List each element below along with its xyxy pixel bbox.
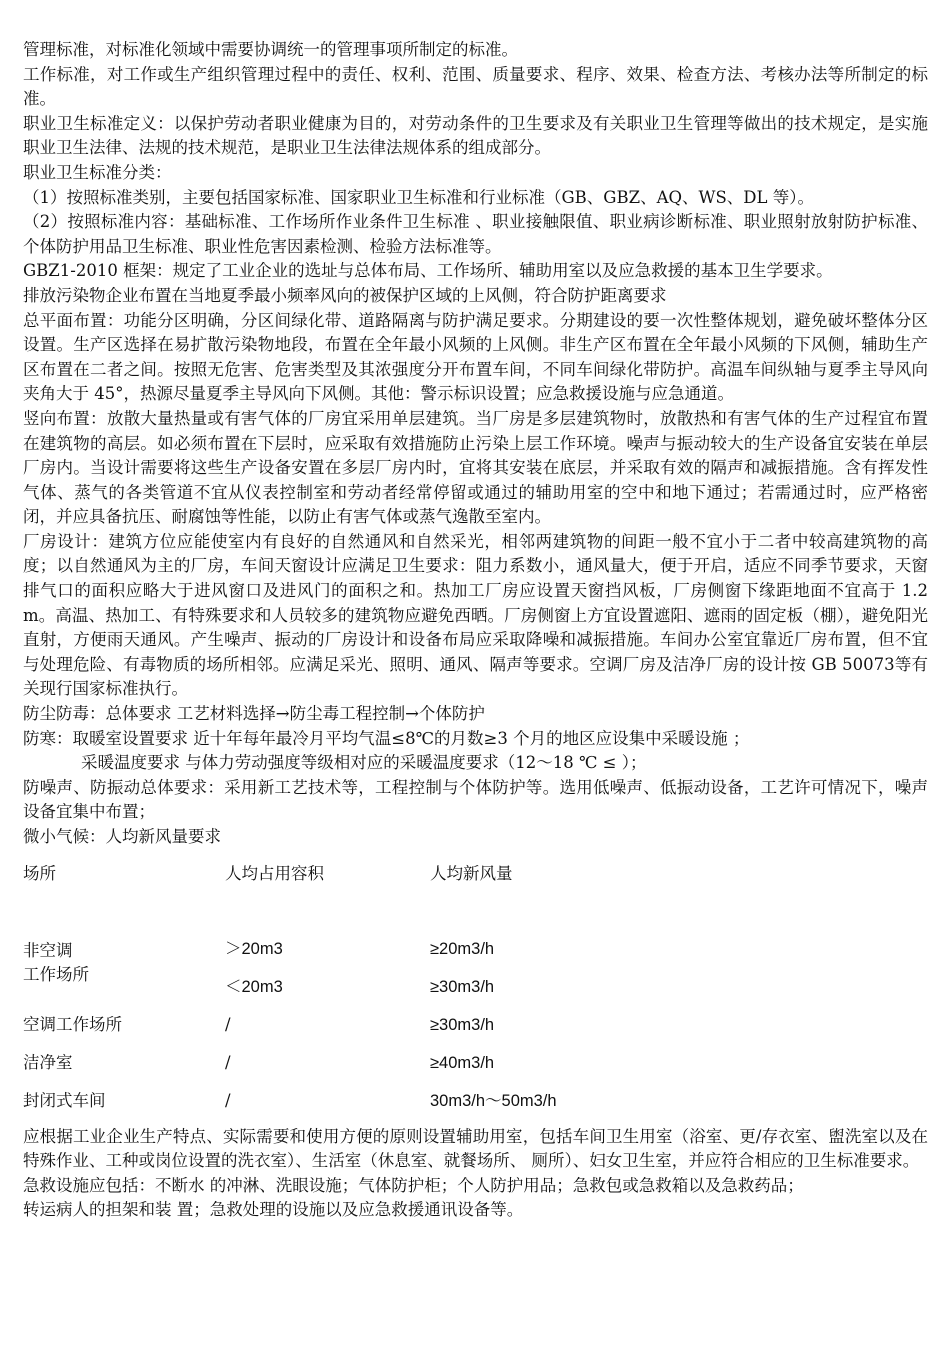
non-ac-label-line2: 工作场所 xyxy=(23,965,89,985)
table-cell-volume: ＞20m3 xyxy=(225,940,283,959)
table-cell-fresh-air: ≥20m3/h xyxy=(430,940,495,959)
table-cell-volume: / xyxy=(225,1091,231,1111)
table-row xyxy=(23,1083,928,1121)
table-cell-fresh-air: ≥40m3/h xyxy=(430,1054,495,1073)
para-cold-protection: 防寒：取暖室设置要求 近十年每年最冷月平均气温≤8℃的月数≥3 个月的地区应设集中采暖设施 ； xyxy=(23,728,750,748)
para-management-standard: 管理标准，对标准化领域中需要协调统一的管理事项所制定的标准。 xyxy=(23,40,518,59)
table-header-volume: 人均占用容积 xyxy=(225,863,324,883)
table-cell-place: 洁净室 xyxy=(23,1053,73,1073)
table-cell-fresh-air: ≥30m3/h xyxy=(430,978,495,997)
table-header-place: 场所 xyxy=(23,863,56,883)
para-oh-standard-definition: 职业卫生标准定义：以保护劳动者职业健康为目的，对劳动条件的卫生要求及有关职业卫生管理等做出的技术规定，是实施职业卫生法律、法规的技术规范，是职业卫生法律法规体系的组成部分。 xyxy=(23,113,928,158)
table-cell-volume: / xyxy=(225,1053,231,1073)
para-dust-toxin-prevention: 防尘防毒：总体要求 工艺材料选择→防尘毒工程控制→个体防护 xyxy=(23,704,485,724)
para-plant-design: 厂房设计：建筑方位应能使室内有良好的自然通风和自然采光，相邻两建筑物的间距一般不宜小于二者中较高建筑物的高度；以自然通风为主的厂房，车间天窗设计应满足卫生要求：阻力系数小，通风量大，便于开启，适应不同季节要求，天窗排气口的面积应略大于进风窗口及进风门的面积之和。热加工厂房应设置天窗挡风板，厂房侧窗下缘距地面不宜高于 1.2m。高温、热加工、有特殊要求和人员较多的建筑物应避免西晒。厂房侧窗上方宜设置遮阳、遮雨的固定板（棚），避免阳光直射，方便雨天通风。产生噪声、振动的厂房设计和设备布局应采取降噪和减振措施。车间办公室宜靠近厂房布置，但不宜与处理危险、有毒物质的场所相邻。应满足采光、照明、通风、隔声等要求。空调厂房及洁净厂房的设计按 GB 50073等有关现行国家标准执行。 xyxy=(23,531,928,699)
non-ac-label-line1: 非空调 xyxy=(23,940,73,960)
table-cell-volume: ＜20m3 xyxy=(225,978,283,997)
para-classification-by-content: （2）按照标准内容：基础标准、工作场所作业条件卫生标准 、职业接触限值、职业病诊断标准、职业照射放射防护标准、个体防护用品卫生标准、职业性危害因素检测、检验方法标准等。 xyxy=(23,212,928,256)
table-cell-place: 空调工作场所 xyxy=(23,1015,122,1035)
table-cell-fresh-air: 30m3/h～50m3/h xyxy=(430,1092,557,1111)
table-cell-volume: / xyxy=(225,1015,231,1035)
para-vertical-layout: 竖向布置：放散大量热量或有害气体的厂房宜采用单层建筑。当厂房是多层建筑物时，放散热和有害气体的生产过程宜布置在建筑物的高层。如必须布置在下层时，应采取有效措施防止污染上层工作环境。噪声与振动较大的生产设备宜安装在单层厂房内。当设计需要将这些生产设备安置在多层厂房内时，宜将其安装在底层，并采取有效的隔声和减振措施。含有挥发性气体、蒸气的各类管道不宜从仪表控制室和劳动者经常停留或通过的辅助用室的空中和地下通过；若需通过时，应严格密闭，并应具备抗压、耐腐蚀等性能，以防止有害气体或蒸气逸散至室内。 xyxy=(23,408,928,527)
table-header-fresh-air: 人均新风量 xyxy=(430,863,513,883)
table-cell-place-non-ac xyxy=(23,931,225,1007)
table-cell-place: 封闭式车间 xyxy=(23,1091,106,1111)
para-classification-by-type: （1）按照标准类别，主要包括国家标准、国家职业卫生标准和行业标准（GB、GBZ、AQ、WS、DL 等）。 xyxy=(23,187,814,207)
table-row xyxy=(23,1007,928,1045)
table-cell-fresh-air: ≥30m3/h xyxy=(430,1016,495,1035)
para-gbz1-framework: GBZ1-2010 框架：规定了工业企业的选址与总体布局、工作场所、辅助用室以及应急救援的基本卫生学要求。 xyxy=(23,261,833,281)
para-work-standard: 工作标准，对工作或生产组织管理过程中的责任、权利、范围、质量要求、程序、效果、检查方法、考核办法等所制定的标准。 xyxy=(23,64,928,109)
table-row xyxy=(23,931,928,969)
para-oh-standard-classification: 职业卫生标准分类： xyxy=(23,162,172,182)
para-microclimate: 微小气候：人均新风量要求 xyxy=(23,827,221,846)
table-header-row xyxy=(23,856,928,893)
fresh-air-table xyxy=(23,856,928,1121)
para-pollutant-siting: 排放污染物企业布置在当地夏季最小频率风向的被保护区域的上风侧，符合防护距离要求 xyxy=(23,285,667,305)
para-noise-vibration: 防噪声、防振动总体要求：采用新工艺技术等，工程控制与个体防护等。选用低噪声、低振动设备，工艺许可情况下，噪声设备宜集中布置； xyxy=(23,777,928,822)
para-first-aid-facilities: 急救设施应包括：不断水 的冲淋、洗眼设施；气体防护柜；个人防护用品；急救包或急救箱以及急救药品； xyxy=(23,1175,804,1195)
para-site-layout: 总平面布置：功能分区明确，分区间绿化带、道路隔离与防护满足要求。分期建设的要一次性整体规划，避免破坏整体分区设置。生产区选择在易扩散污染物地段，布置在全年最小风频的上风侧。非生产区布置在全年最小风频的下风侧，辅助生产区布置在二者之间。按照无危害、危害类型及其浓强度分开布置车间，不同车间绿化带防护。高温车间纵轴与夏季主导风向夹角大于 45°，热源尽量夏季主导风向下风侧。其他：警示标识设置；应急救援设施与应急通道。 xyxy=(23,310,928,404)
para-heating-temperature: 采暖温度要求 与体力劳动强度等级相对应的采暖温度要求（12～18 ℃ ≤ ）； xyxy=(81,753,647,773)
table-row xyxy=(23,1045,928,1083)
para-patient-transport: 转运病人的担架和装 置；急救处理的设施以及应急救援通讯设备等。 xyxy=(23,1200,524,1220)
para-auxiliary-rooms: 应根据工业企业生产特点、实际需要和使用方便的原则设置辅助用室，包括车间卫生用室（浴室、更/存衣室、盥洗室以及在特殊作业、工种或岗位设置的洗衣室）、生活室（休息室、就餐场所、 厕所）、妇女卫生室，并应符合相应的卫生标准要求。 xyxy=(23,1126,928,1171)
